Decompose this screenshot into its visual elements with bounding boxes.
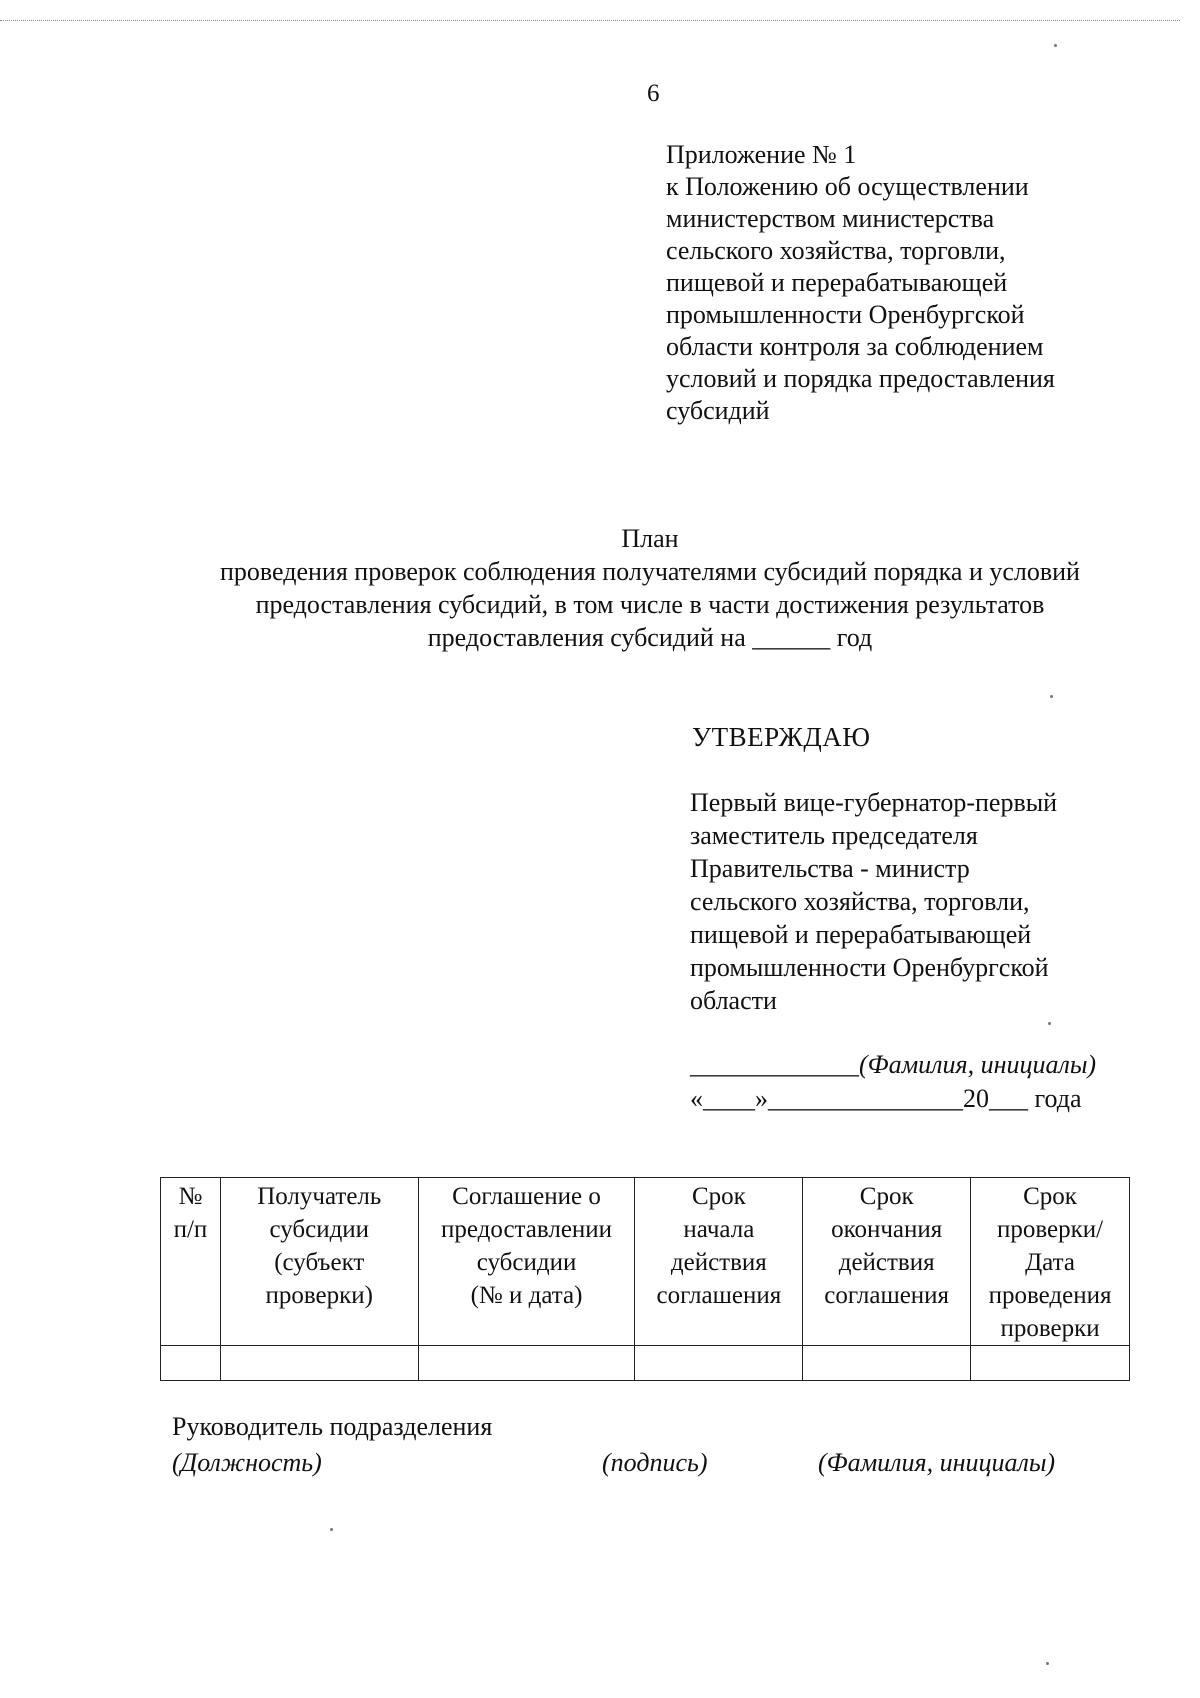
footer-head-of-unit: Руководитель подразделения	[172, 1412, 493, 1441]
approver-line: пищевой и перерабатывающей	[690, 920, 1032, 949]
column-header-end-term: Срок окончания действия соглашения	[803, 1178, 971, 1346]
appendix-line: условий и порядка предоставления	[666, 364, 1055, 393]
top-scan-rule	[0, 20, 1180, 21]
approver-line: промышленности Оренбургской	[690, 953, 1049, 982]
signature-blank: _____________	[690, 1050, 859, 1079]
page-number: 6	[647, 80, 660, 107]
appendix-line: Приложение № 1	[666, 140, 857, 169]
inspection-plan-table	[160, 1177, 1130, 1381]
plan-heading	[0, 522, 1200, 654]
footer-signature-label: (подпись)	[602, 1448, 708, 1477]
approver-line: Первый вице-губернатор-первый	[690, 788, 1058, 817]
scan-speck	[1050, 695, 1053, 698]
column-header-recipient: Получатель субсидии (субъект проверки)	[220, 1178, 418, 1346]
appendix-line: к Положению об осуществлении	[666, 172, 1029, 201]
table-cell	[418, 1346, 635, 1381]
appendix-line: субсидий	[666, 396, 770, 425]
approval-date-line: «____»_______________20___ года	[690, 1084, 1082, 1113]
appendix-line: области контроля за соблюдением	[666, 332, 1044, 361]
column-header-number: № п/п	[161, 1178, 221, 1346]
plan-subtitle-line: предоставления субсидий на ______ год	[427, 623, 873, 652]
table-cell	[635, 1346, 803, 1381]
table-cell	[803, 1346, 971, 1381]
table-cell	[220, 1346, 418, 1381]
appendix-line: сельского хозяйства, торговли,	[666, 236, 1006, 265]
footer-name-label: (Фамилия, инициалы)	[818, 1448, 1056, 1477]
approver-line: заместитель председателя	[690, 821, 978, 850]
table-cell	[971, 1346, 1130, 1381]
scan-speck	[330, 1528, 333, 1531]
signature-hint: (Фамилия, инициалы)	[859, 1050, 1097, 1079]
scan-speck	[1048, 1022, 1051, 1025]
plan-subtitle-line: проведения проверок соблюдения получателями субсидий порядка и условий	[220, 557, 1080, 586]
plan-title: План	[621, 524, 679, 553]
appendix-header	[666, 139, 1126, 427]
approver-line: Правительства - министр	[690, 854, 970, 883]
approver-line: сельского хозяйства, торговли,	[690, 887, 1030, 916]
approver-line: области	[690, 986, 777, 1015]
appendix-line: министерством министерства	[666, 204, 995, 233]
approver-block	[690, 786, 1057, 1017]
column-header-agreement: Соглашение о предоставлении субсидии (№ и дата)	[418, 1178, 635, 1346]
scan-speck	[1054, 44, 1057, 47]
column-header-inspection-date: Срок проверки/ Дата проведения проверки	[971, 1178, 1130, 1346]
plan-subtitle-line: предоставления субсидий, в том числе в части достижения результатов	[255, 590, 1045, 619]
table-header-row	[161, 1178, 1130, 1346]
column-header-start-term: Срок начала действия соглашения	[635, 1178, 803, 1346]
appendix-line: промышленности Оренбургской	[666, 300, 1025, 329]
approval-signature-line	[690, 1050, 1096, 1080]
table-cell	[161, 1346, 221, 1381]
approval-title: УТВЕРЖДАЮ	[692, 722, 871, 752]
appendix-line: пищевой и перерабатывающей	[666, 268, 1008, 297]
table-row	[161, 1346, 1130, 1381]
scan-speck	[1046, 1662, 1049, 1665]
footer-position-label: (Должность)	[172, 1448, 322, 1477]
